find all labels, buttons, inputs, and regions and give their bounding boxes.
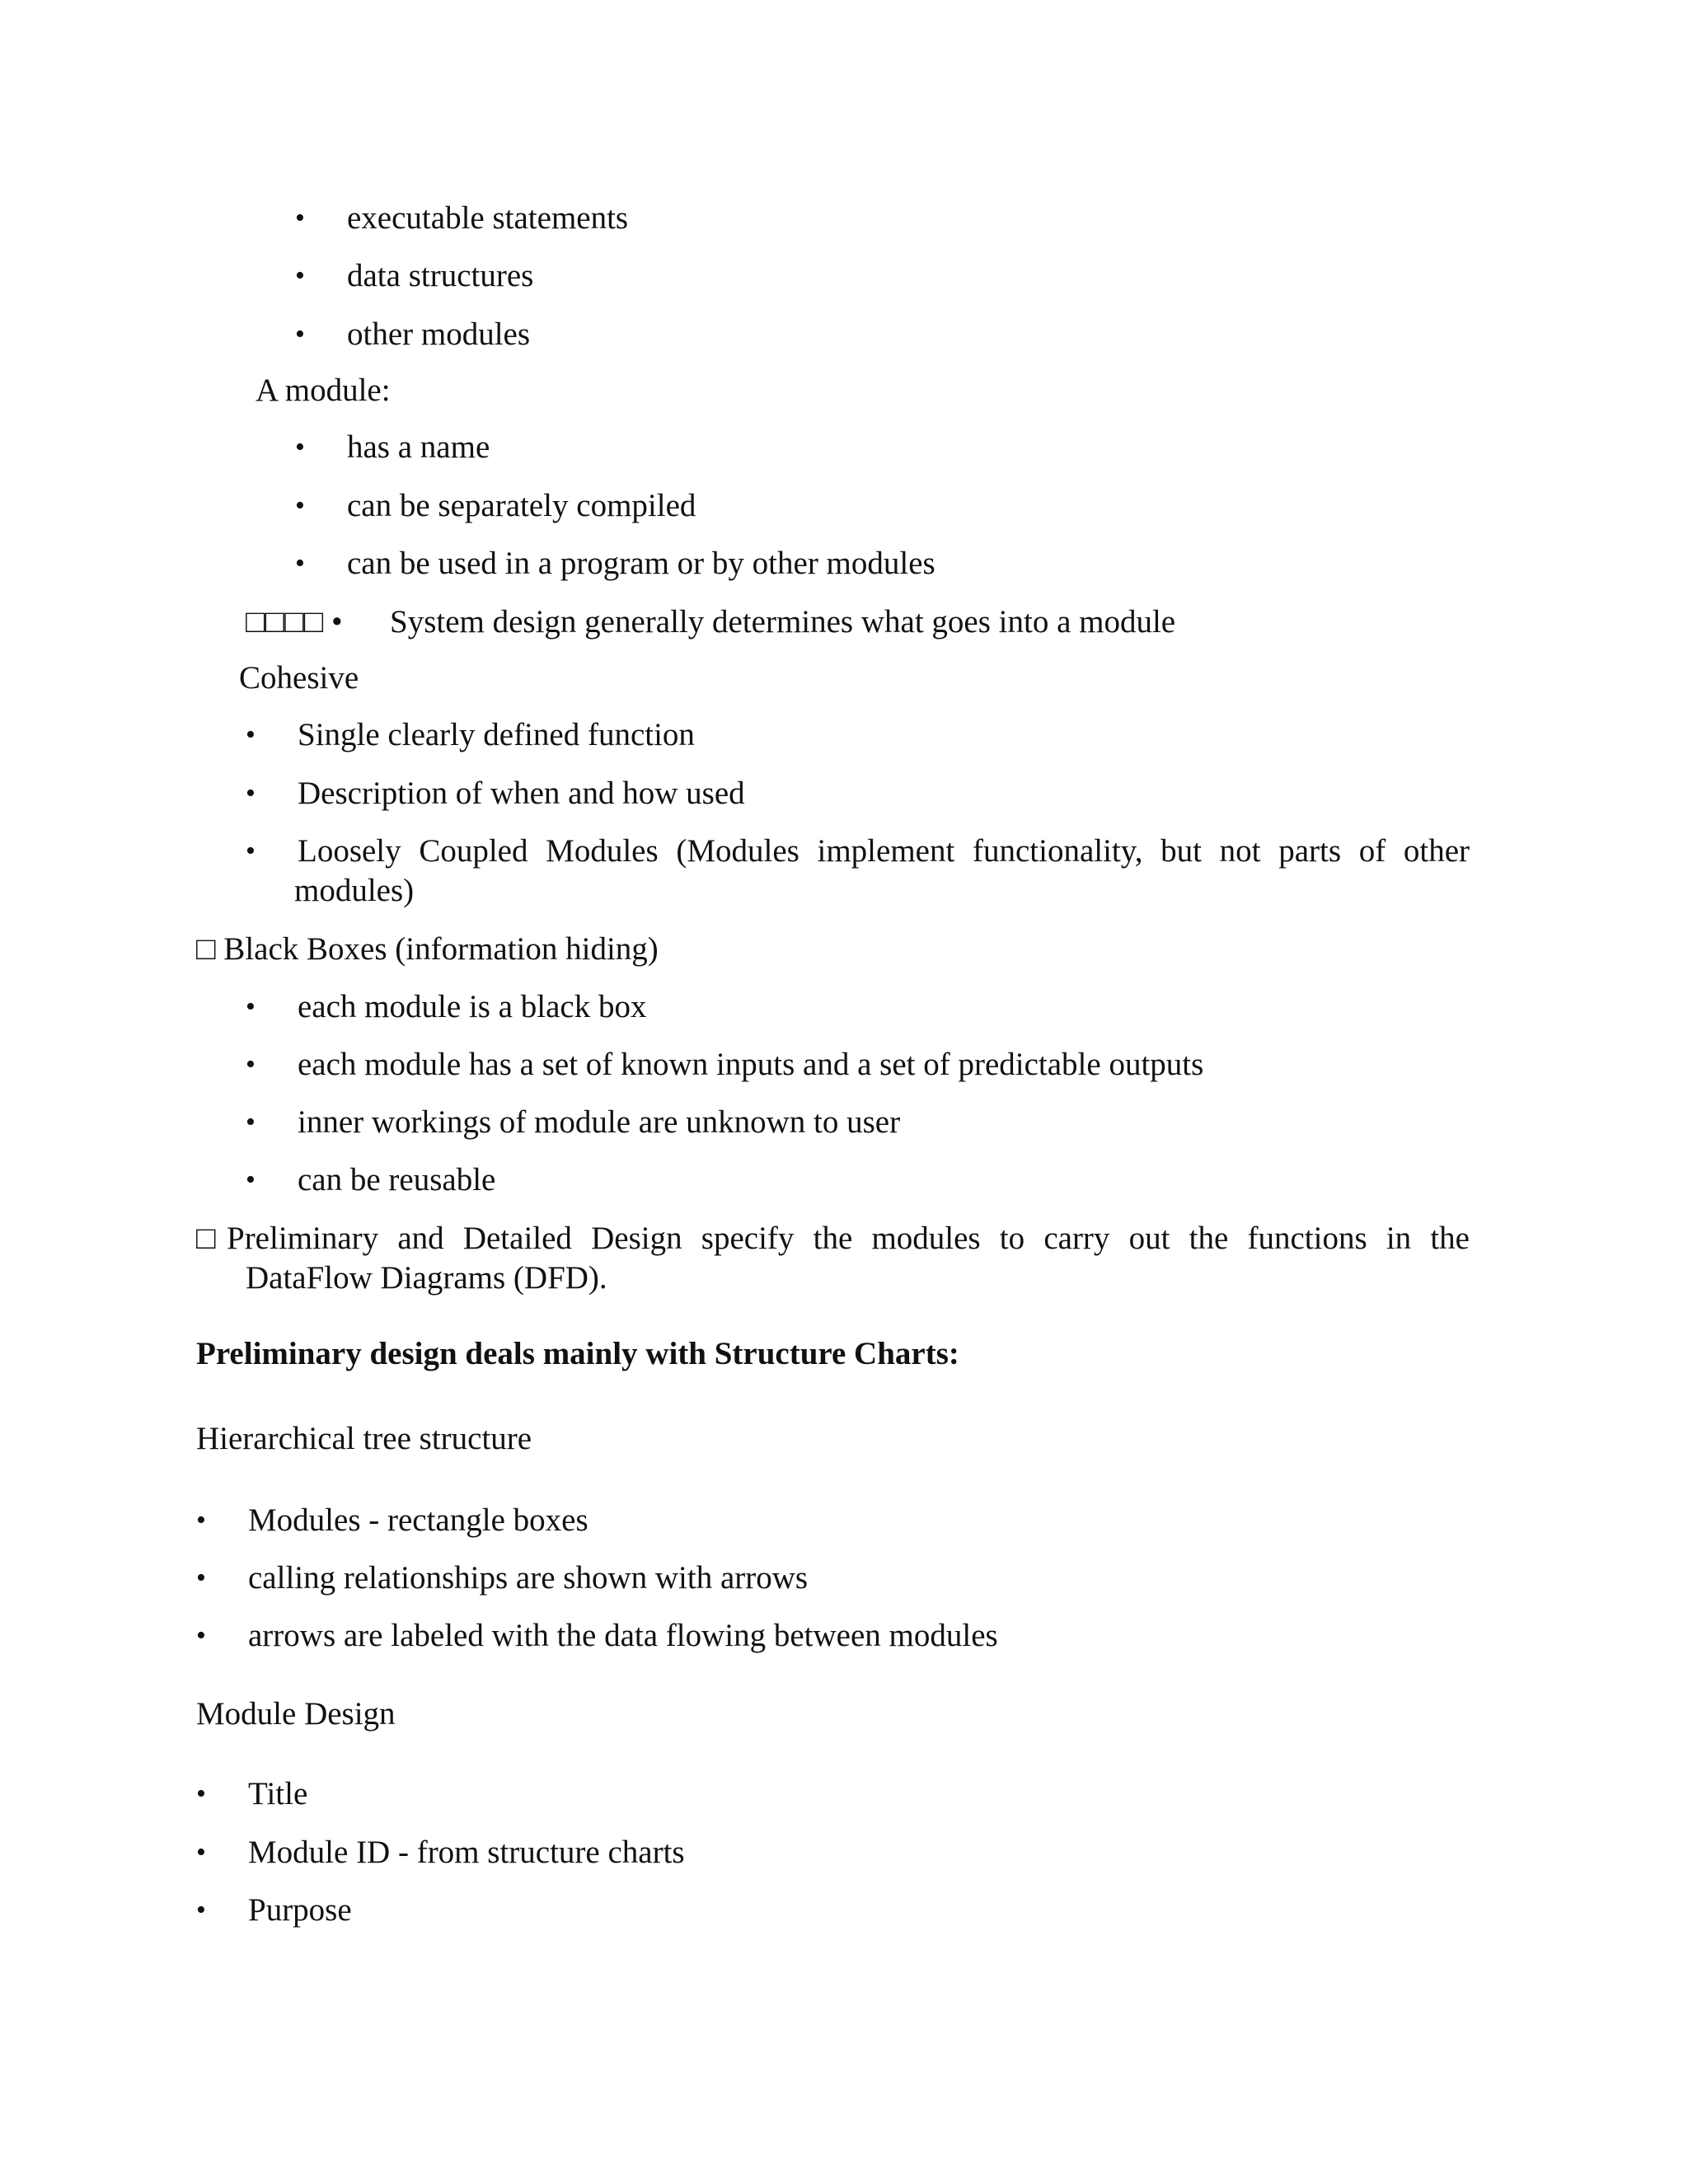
list-item: each module has a set of known inputs and a set of predictable outputs [298,1047,1204,1082]
bullet: • [295,490,305,521]
preliminary-paragraph-line-1: □Preliminary and Detailed Design specify the modules to carry out the functions in the [196,1221,1470,1256]
bullet: • [196,1779,206,1809]
cohesive-heading: Cohesive [239,660,359,696]
bullet: • [246,719,256,750]
black-boxes-heading: □ Black Boxes (information hiding) [196,931,659,967]
list-item: calling relationships are shown with arrows [248,1560,809,1596]
bullet: • [246,1107,256,1137]
bullet: • [295,260,305,291]
bullet: • [246,1049,256,1080]
module-heading: A module: [256,373,391,408]
bullet: • [196,1837,206,1868]
bullet: • [196,1505,206,1535]
list-item: other modules [347,316,531,352]
loosely-coupled-line-2: modules) [294,873,415,908]
system-design-prefix: □□□□ • [246,604,343,640]
list-item: data structures [347,258,534,293]
list-item: executable statements [347,200,629,236]
hierarchical-heading: Hierarchical tree structure [196,1421,532,1456]
list-item: can be used in a program or by other modules [347,546,935,581]
structure-charts-heading: Preliminary design deals mainly with Structure Charts: [196,1336,959,1371]
list-item: Title [248,1776,308,1811]
preliminary-paragraph-line-2: DataFlow Diagrams (DFD). [246,1260,607,1296]
bullet: • [295,319,305,349]
list-item: arrows are labeled with the data flowing between modules [248,1618,998,1653]
bullet: • [196,1895,206,1925]
list-item: Purpose [248,1892,352,1928]
list-item: Module ID - from structure charts [248,1835,685,1870]
bullet: • [295,203,305,233]
bullet: • [295,548,305,579]
module-design-heading: Module Design [196,1696,396,1732]
bullet: • [246,778,256,808]
loosely-coupled-line-1: Loosely Coupled Modules (Modules implement functionality, but not parts of other [298,833,1470,869]
bullet: • [246,836,256,866]
list-item: Single clearly defined function [298,717,695,752]
system-design-text: System design generally determines what goes into a module [390,604,1176,640]
list-item: has a name [347,429,490,465]
list-item: Description of when and how used [298,776,745,811]
list-item: can be separately compiled [347,488,696,523]
bullet: • [246,991,256,1022]
bullet: • [246,1165,256,1195]
list-item: Modules - rectangle boxes [248,1502,588,1538]
list-item: inner workings of module are unknown to user [298,1104,901,1140]
bullet: • [295,432,305,462]
bullet: • [196,1620,206,1651]
bullet: • [196,1563,206,1593]
list-item: each module is a black box [298,989,647,1024]
list-item: can be reusable [298,1162,496,1197]
